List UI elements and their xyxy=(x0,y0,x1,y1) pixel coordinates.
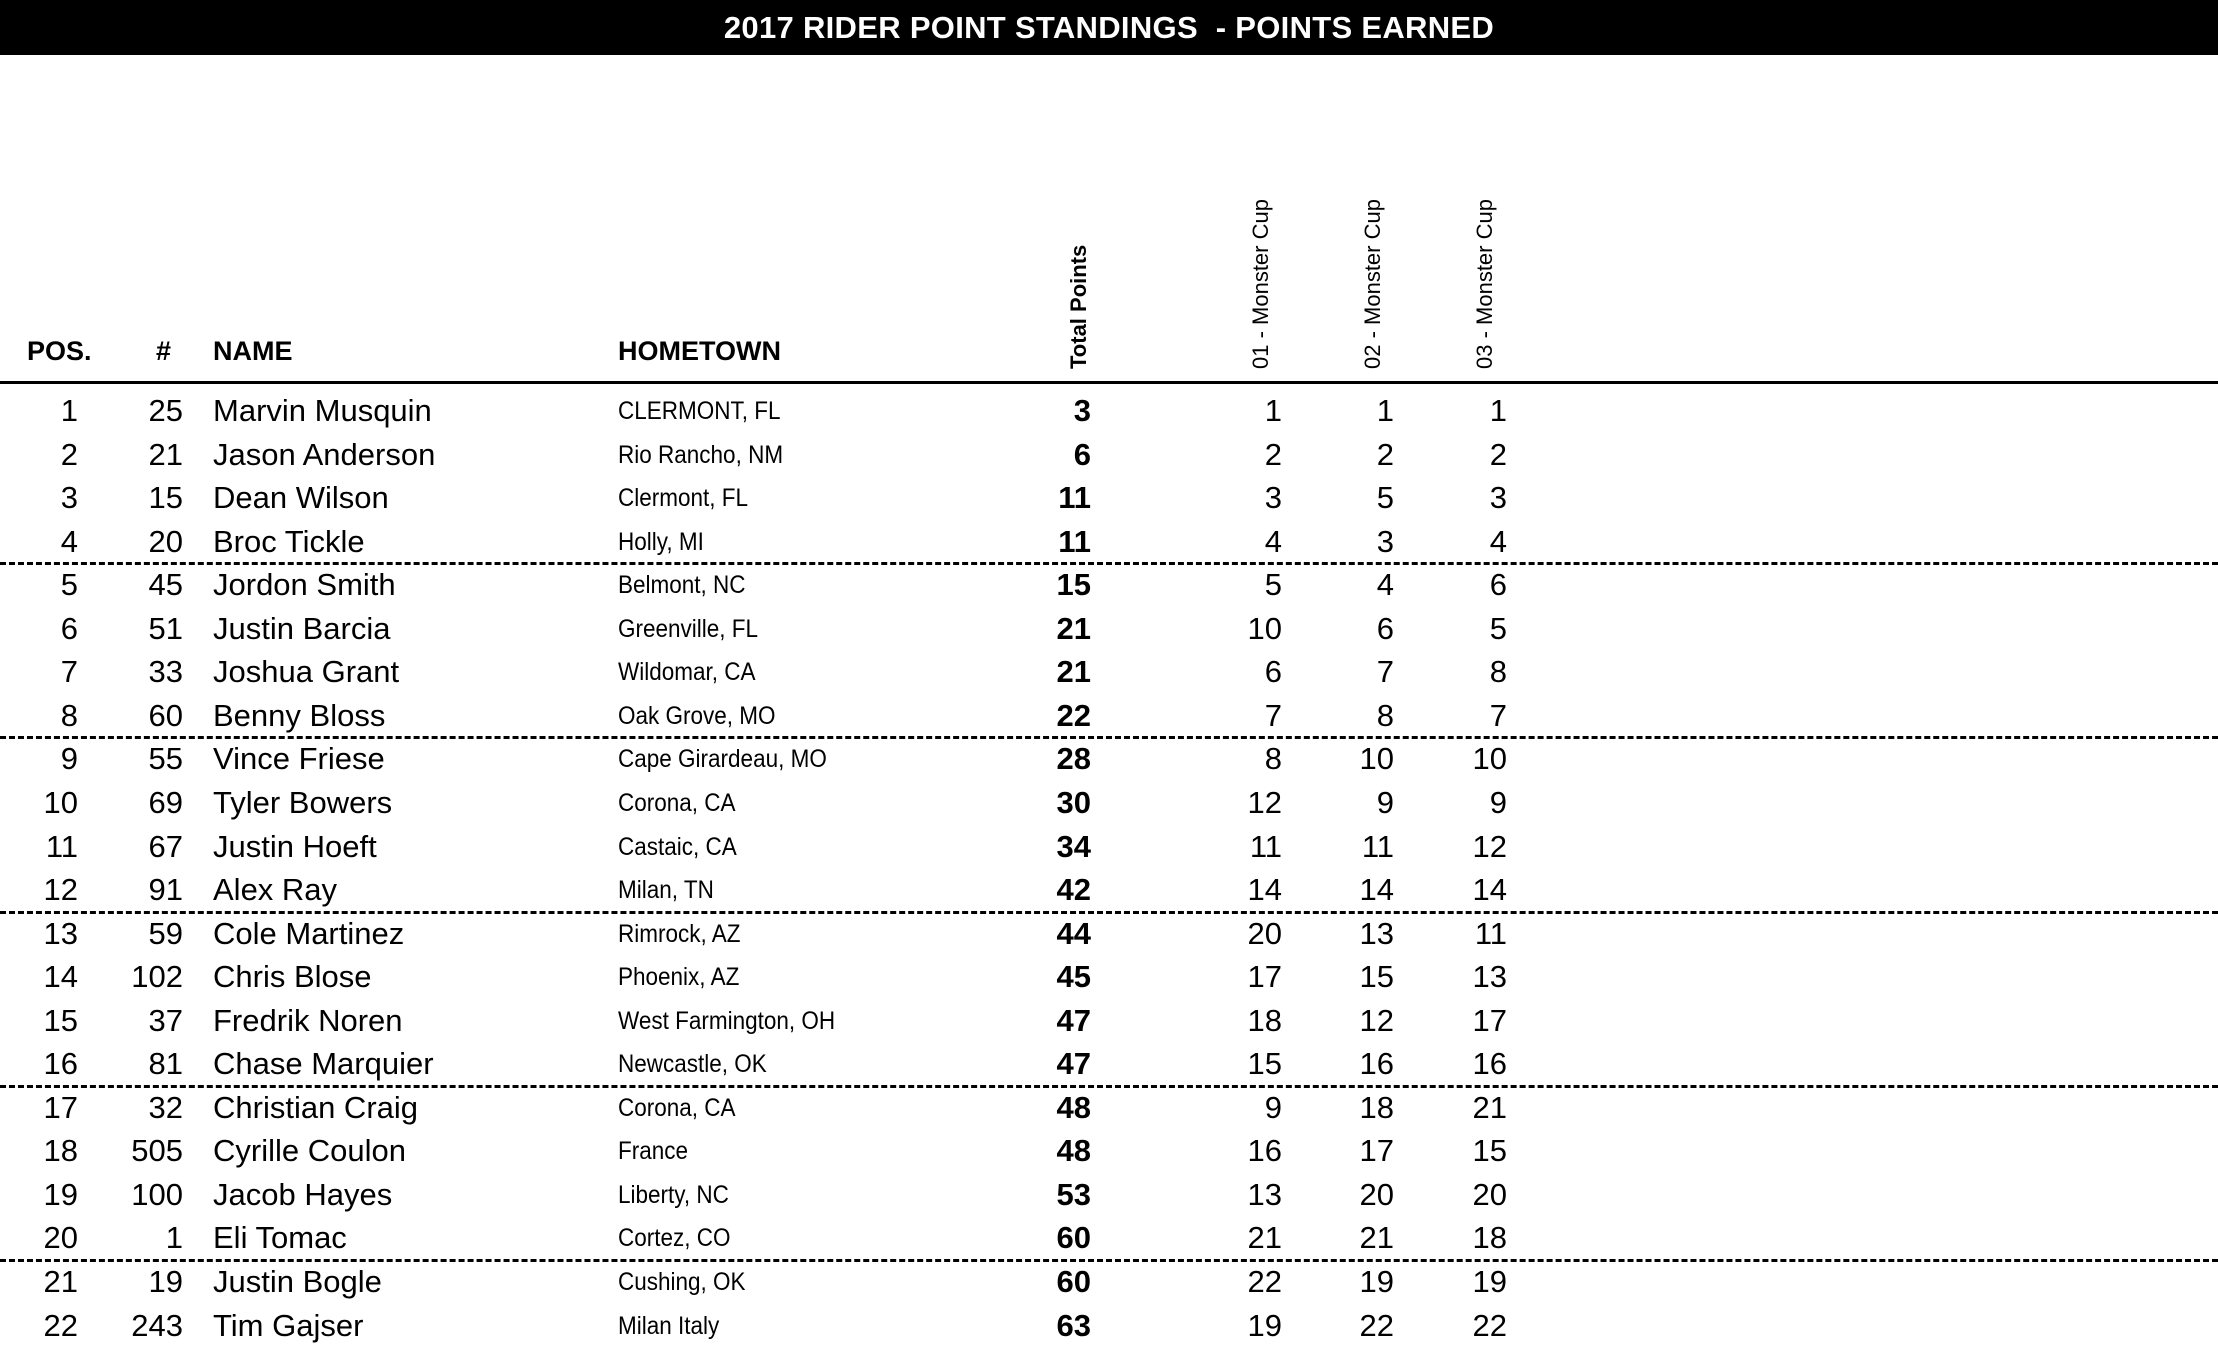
cell-name: Christian Craig xyxy=(213,1089,419,1125)
cell-hometown: Liberty, NC xyxy=(618,1180,729,1209)
cell-total: 45 xyxy=(1056,959,1091,995)
cell-r1: 6 xyxy=(1264,654,1282,690)
cell-r1: 8 xyxy=(1264,741,1282,777)
cell-r2: 8 xyxy=(1376,697,1394,733)
cell-pos: 8 xyxy=(60,697,78,733)
cell-name: Joshua Grant xyxy=(213,654,400,690)
cell-r3: 2 xyxy=(1489,436,1507,472)
cell-total: 53 xyxy=(1056,1176,1091,1212)
cell-num: 32 xyxy=(148,1089,183,1125)
cell-r1: 18 xyxy=(1247,1002,1282,1038)
cell-total: 47 xyxy=(1056,1002,1091,1038)
cell-r2: 2 xyxy=(1376,436,1394,472)
table-row xyxy=(0,388,2218,432)
cell-r2: 1 xyxy=(1376,393,1394,428)
cell-r2: 18 xyxy=(1359,1089,1394,1125)
cell-total: 11 xyxy=(1058,480,1091,516)
cell-name: Eli Tomac xyxy=(213,1220,347,1256)
cell-hometown: Cortez, CO xyxy=(618,1224,731,1253)
cell-r1: 9 xyxy=(1264,1089,1282,1125)
header-hometown: HOMETOWN xyxy=(618,336,781,366)
table-row xyxy=(0,998,2218,1042)
cell-r3: 7 xyxy=(1489,697,1507,733)
cell-hometown: West Farmington, OH xyxy=(618,1006,836,1035)
header-pos: POS. xyxy=(27,336,92,366)
cell-name: Benny Bloss xyxy=(213,697,386,733)
cell-r2: 12 xyxy=(1359,1002,1394,1038)
cell-pos: 1 xyxy=(60,393,78,428)
cell-num: 51 xyxy=(148,610,183,646)
cell-r3: 17 xyxy=(1472,1002,1507,1038)
table-row xyxy=(0,911,2218,955)
cell-num: 37 xyxy=(148,1002,183,1038)
cell-total: 28 xyxy=(1056,741,1091,777)
cell-num: 15 xyxy=(148,480,183,516)
cell-r1: 13 xyxy=(1247,1176,1282,1212)
cell-pos: 20 xyxy=(43,1220,78,1256)
cell-num: 55 xyxy=(148,741,183,777)
cell-hometown: Cape Girardeau, MO xyxy=(618,745,827,774)
cell-hometown: Corona, CA xyxy=(618,1093,736,1122)
cell-pos: 6 xyxy=(60,610,78,646)
cell-r1: 3 xyxy=(1264,480,1282,516)
cell-hometown: France xyxy=(618,1137,689,1166)
cell-num: 67 xyxy=(148,828,183,864)
cell-num: 19 xyxy=(148,1264,183,1299)
cell-pos: 18 xyxy=(43,1133,78,1169)
cell-pos: 10 xyxy=(43,784,78,820)
table-row xyxy=(0,1172,2218,1216)
cell-pos: 13 xyxy=(43,915,78,951)
cell-num: 21 xyxy=(148,436,183,472)
cell-num: 33 xyxy=(148,654,183,690)
cell-r2: 3 xyxy=(1376,523,1394,559)
cell-r1: 15 xyxy=(1247,1046,1282,1082)
cell-r2: 22 xyxy=(1359,1307,1394,1343)
cell-pos: 22 xyxy=(43,1307,78,1343)
cell-r3: 11 xyxy=(1474,915,1507,951)
table-row xyxy=(0,867,2218,914)
cell-r1: 10 xyxy=(1247,610,1282,646)
cell-r3: 18 xyxy=(1472,1220,1507,1256)
cell-total: 47 xyxy=(1056,1046,1091,1082)
cell-num: 20 xyxy=(148,523,183,559)
cell-total: 34 xyxy=(1056,828,1091,864)
table-row xyxy=(0,1259,2218,1303)
cell-total: 48 xyxy=(1056,1133,1091,1169)
cell-name: Chris Blose xyxy=(213,959,372,995)
cell-r1: 21 xyxy=(1247,1220,1282,1256)
header-round-1: 01 - Monster Cup xyxy=(1248,199,1273,369)
header-number: # xyxy=(156,336,172,366)
cell-r1: 14 xyxy=(1247,872,1282,908)
cell-name: Vince Friese xyxy=(213,741,385,777)
header-round-2: 02 - Monster Cup xyxy=(1360,199,1385,369)
cell-num: 60 xyxy=(148,697,183,733)
table-row xyxy=(0,1085,2218,1129)
cell-r3: 20 xyxy=(1472,1176,1507,1212)
cell-r1: 12 xyxy=(1247,784,1282,820)
table-row xyxy=(0,1041,2218,1088)
cell-r1: 19 xyxy=(1247,1307,1282,1343)
cell-pos: 19 xyxy=(43,1176,78,1212)
table-row xyxy=(0,780,2218,824)
cell-total: 63 xyxy=(1056,1307,1091,1343)
cell-r3: 22 xyxy=(1472,1307,1507,1343)
cell-r3: 9 xyxy=(1489,784,1507,820)
cell-hometown: Rimrock, AZ xyxy=(618,919,741,948)
cell-pos: 15 xyxy=(43,1002,78,1038)
table-row xyxy=(0,649,2218,693)
cell-hometown: Holly, MI xyxy=(618,527,704,556)
cell-name: Justin Hoeft xyxy=(213,828,377,864)
cell-r1: 4 xyxy=(1264,523,1282,559)
cell-num: 25 xyxy=(148,393,183,428)
cell-num: 91 xyxy=(148,872,183,908)
cell-name: Cole Martinez xyxy=(213,915,405,951)
cell-r1: 20 xyxy=(1247,915,1282,951)
cell-r3: 19 xyxy=(1472,1264,1507,1299)
cell-total: 42 xyxy=(1056,872,1091,908)
cell-name: Dean Wilson xyxy=(213,480,389,516)
cell-r3: 12 xyxy=(1472,828,1507,864)
cell-total: 48 xyxy=(1056,1089,1091,1125)
cell-r3: 5 xyxy=(1489,610,1507,646)
cell-total: 21 xyxy=(1056,654,1091,690)
cell-hometown: Oak Grove, MO xyxy=(618,701,776,730)
cell-total: 44 xyxy=(1056,915,1091,951)
cell-hometown: Castaic, CA xyxy=(618,832,737,861)
cell-r3: 16 xyxy=(1472,1046,1507,1082)
cell-pos: 16 xyxy=(43,1046,78,1082)
cell-total: 22 xyxy=(1056,697,1091,733)
page-title: 2017 RIDER POINT STANDINGS - POINTS EARNED xyxy=(0,0,2218,55)
header-round-3: 03 - Monster Cup xyxy=(1472,199,1497,369)
cell-hometown: Rio Rancho, NM xyxy=(618,440,784,469)
cell-r1: 2 xyxy=(1264,436,1282,472)
table-row xyxy=(0,693,2218,740)
cell-r2: 20 xyxy=(1359,1176,1394,1212)
cell-pos: 2 xyxy=(60,436,78,472)
cell-r1: 7 xyxy=(1264,697,1282,733)
table-row xyxy=(0,824,2218,868)
cell-r3: 15 xyxy=(1472,1133,1507,1169)
cell-r2: 6 xyxy=(1376,610,1394,646)
cell-pos: 9 xyxy=(60,741,78,777)
table-row xyxy=(0,954,2218,998)
cell-pos: 11 xyxy=(45,828,78,864)
cell-r3: 13 xyxy=(1472,959,1507,995)
cell-r2: 10 xyxy=(1359,741,1394,777)
cell-r2: 17 xyxy=(1359,1133,1394,1169)
cell-num: 59 xyxy=(148,915,183,951)
cell-num: 69 xyxy=(148,784,183,820)
cell-num: 100 xyxy=(131,1176,183,1212)
cell-name: Marvin Musquin xyxy=(213,393,432,428)
cell-hometown: Wildomar, CA xyxy=(618,658,756,687)
cell-name: Justin Bogle xyxy=(213,1264,382,1299)
cell-total: 3 xyxy=(1073,393,1091,428)
cell-total: 6 xyxy=(1073,436,1091,472)
cell-hometown: Belmont, NC xyxy=(618,571,746,600)
cell-total: 21 xyxy=(1056,610,1091,646)
cell-name: Jordon Smith xyxy=(213,567,396,603)
cell-r3: 6 xyxy=(1489,567,1507,603)
header-total-points: Total Points xyxy=(1066,244,1091,369)
cell-r1: 11 xyxy=(1249,828,1282,864)
table-row xyxy=(0,562,2218,606)
cell-num: 243 xyxy=(131,1307,183,1343)
cell-r1: 16 xyxy=(1247,1133,1282,1169)
cell-total: 60 xyxy=(1056,1220,1091,1256)
cell-r2: 16 xyxy=(1359,1046,1394,1082)
cell-r3: 4 xyxy=(1489,523,1507,559)
cell-r2: 15 xyxy=(1359,959,1394,995)
cell-hometown: CLERMONT, FL xyxy=(618,397,781,425)
cell-total: 15 xyxy=(1056,567,1091,603)
cell-r3: 14 xyxy=(1472,872,1507,908)
table-row xyxy=(0,432,2218,476)
table-row xyxy=(0,1303,2218,1347)
cell-num: 81 xyxy=(148,1046,183,1082)
cell-r2: 19 xyxy=(1359,1264,1394,1299)
cell-name: Jason Anderson xyxy=(213,436,436,472)
cell-r2: 7 xyxy=(1376,654,1394,690)
cell-r3: 8 xyxy=(1489,654,1507,690)
cell-name: Fredrik Noren xyxy=(213,1002,403,1038)
cell-num: 1 xyxy=(165,1220,183,1256)
cell-pos: 5 xyxy=(60,567,78,603)
cell-r2: 11 xyxy=(1361,828,1394,864)
cell-name: Cyrille Coulon xyxy=(213,1133,406,1169)
table-row xyxy=(0,736,2218,780)
cell-total: 11 xyxy=(1058,523,1091,559)
cell-r3: 21 xyxy=(1472,1089,1507,1125)
cell-name: Alex Ray xyxy=(213,872,338,908)
cell-pos: 12 xyxy=(43,872,78,908)
cell-r1: 22 xyxy=(1247,1264,1282,1299)
cell-r2: 13 xyxy=(1359,915,1394,951)
cell-pos: 4 xyxy=(60,523,78,559)
header-divider xyxy=(0,381,2218,384)
cell-hometown: Clermont, FL xyxy=(618,484,749,513)
table-row xyxy=(0,1215,2218,1262)
table-row xyxy=(0,1128,2218,1172)
cell-r1: 1 xyxy=(1264,393,1282,428)
cell-r1: 17 xyxy=(1247,959,1282,995)
cell-hometown: Cushing, OK xyxy=(618,1268,746,1296)
cell-name: Jacob Hayes xyxy=(213,1176,393,1212)
cell-name: Tyler Bowers xyxy=(213,784,393,820)
cell-hometown: Phoenix, AZ xyxy=(618,963,740,992)
cell-num: 505 xyxy=(131,1133,183,1169)
cell-num: 102 xyxy=(131,959,183,995)
cell-total: 30 xyxy=(1056,784,1091,820)
cell-hometown: Milan Italy xyxy=(618,1311,720,1340)
cell-name: Justin Barcia xyxy=(213,610,391,646)
cell-name: Chase Marquier xyxy=(213,1046,434,1082)
cell-hometown: Newcastle, OK xyxy=(618,1050,767,1079)
cell-r2: 21 xyxy=(1359,1220,1394,1256)
cell-pos: 7 xyxy=(60,654,78,690)
cell-pos: 17 xyxy=(43,1089,78,1125)
cell-r3: 10 xyxy=(1472,741,1507,777)
cell-r2: 9 xyxy=(1376,784,1394,820)
cell-pos: 21 xyxy=(43,1264,78,1299)
cell-hometown: Milan, TN xyxy=(618,876,714,905)
cell-total: 60 xyxy=(1056,1264,1091,1299)
cell-hometown: Greenville, FL xyxy=(618,614,759,643)
cell-pos: 14 xyxy=(43,959,78,995)
cell-r2: 5 xyxy=(1376,480,1394,516)
cell-pos: 3 xyxy=(60,480,78,516)
table-row xyxy=(0,606,2218,650)
cell-r3: 1 xyxy=(1489,393,1507,428)
cell-r1: 5 xyxy=(1264,567,1282,603)
table-row xyxy=(0,475,2218,519)
cell-name: Tim Gajser xyxy=(213,1307,364,1343)
cell-r2: 14 xyxy=(1359,872,1394,908)
cell-name: Broc Tickle xyxy=(213,523,365,559)
cell-hometown: Corona, CA xyxy=(618,788,736,817)
cell-r2: 4 xyxy=(1376,567,1394,603)
cell-num: 45 xyxy=(148,567,183,603)
table-row xyxy=(0,519,2218,566)
cell-r3: 3 xyxy=(1489,480,1507,516)
header-name: NAME xyxy=(213,336,293,366)
